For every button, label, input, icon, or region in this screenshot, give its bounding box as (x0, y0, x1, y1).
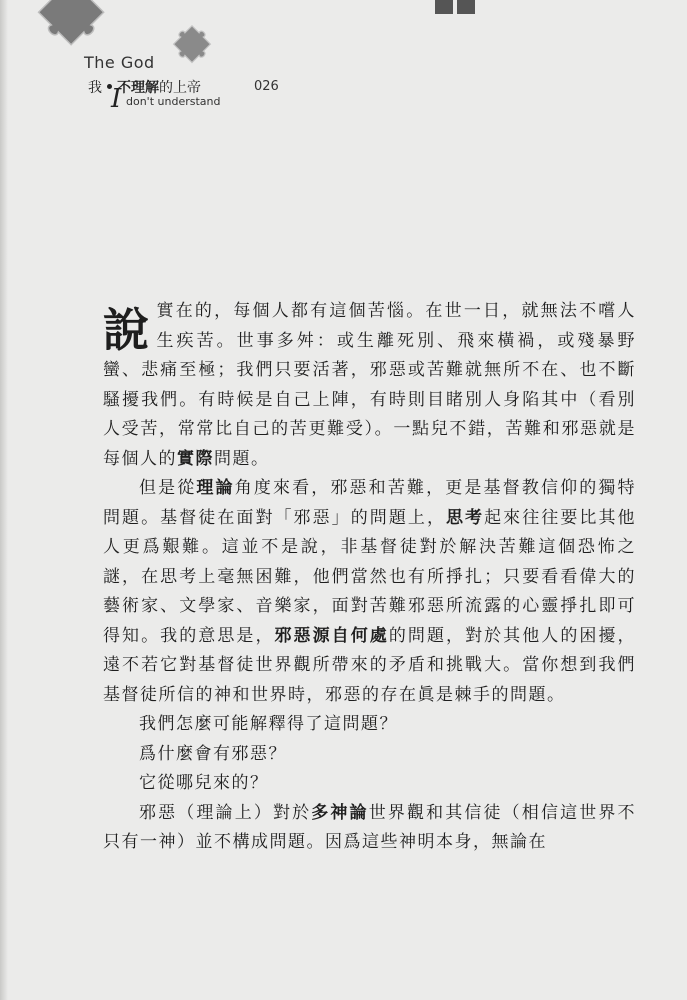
body-text (103, 297, 636, 858)
question-3: 它從哪兒來的？ (139, 773, 269, 793)
emphasis-polytheism: 多神論 (311, 802, 369, 823)
paragraph-1-end: 問題。 (214, 448, 270, 469)
paragraph-2-text: 起來往往要比其他人更爲艱難。這並不是說，非基督徒對於解決苦難這個恐怖之謎，在思考上毫無困難，他們當然也有所掙扎；只要看看偉大的藝術家、文學家、音樂家，面對苦難邪惡所流露的心靈掙扎即可得知。我的意思是， (103, 507, 637, 646)
paragraph-3 (103, 799, 636, 858)
emphasis-practical: 實際 (177, 448, 214, 469)
paragraph-2 (103, 474, 636, 710)
emphasis-origin-of-evil: 邪惡源自何處 (274, 625, 389, 646)
header-title-en: The God (84, 53, 155, 72)
emphasis-theory: 理論 (196, 478, 235, 498)
paragraph-3-text: 邪惡（理論上）對於 (139, 802, 312, 823)
header-cn-bold: 不理解 (117, 80, 159, 96)
header-title-cn (88, 77, 201, 97)
question-2: 爲什麼會有邪惡？ (139, 743, 287, 764)
paragraph-2-text: 但是從 (139, 478, 197, 498)
paragraph-2-text: 的問題，對於其他人的困擾，遠不若它對基督徒世界觀所帶來的矛盾和挑戰大。當你想到我們基督徒所信的神和世界時，邪惡的存在眞是棘手的問題。 (103, 625, 637, 705)
header-cn-suffix: 的上帝 (159, 80, 201, 96)
top-tab-mark (435, 0, 453, 14)
header-subtitle-en: don't understand (126, 95, 221, 108)
drop-cap: 說 (103, 303, 151, 357)
paragraph-1-text: 實在的，每個人都有這個苦惱。在世一日，就無法不嚐人生疾苦。世事多舛：或生離死別、飛來橫禍，或殘暴野蠻、悲痛至極；我們只要活著，邪惡或苦難就無所不在、也不斷騷擾我們。有時候是自己上陣，有時則目睹別人身陷其中（看別人受苦，常常比自己的苦更難受）。一點兒不錯，苦難和邪惡就是每個人的 (103, 301, 636, 469)
puzzle-piece-icon (165, 20, 220, 75)
header-italic-i: I (111, 84, 122, 114)
header-cn-prefix: 我 (88, 80, 102, 96)
question-1: 我們怎麼可能解釋得了這問題？ (139, 714, 398, 734)
paragraph-2-text: 角度來看，邪惡和苦難，更是基督教信仰的獨特問題。基督徒在面對「邪惡」的問題上， (103, 478, 637, 528)
top-tab-mark (457, 0, 475, 14)
emphasis-thinking: 思考 (446, 507, 485, 528)
page-number: 026 (254, 79, 279, 94)
paragraph-1 (103, 297, 636, 474)
paragraph-3-text: 世界觀和其信徒（相信這世界不只有一神）並不構成問題。因爲這些神明本身，無論在 (103, 802, 637, 852)
page-edge (0, 0, 8, 1000)
puzzle-piece-icon (22, 0, 117, 60)
